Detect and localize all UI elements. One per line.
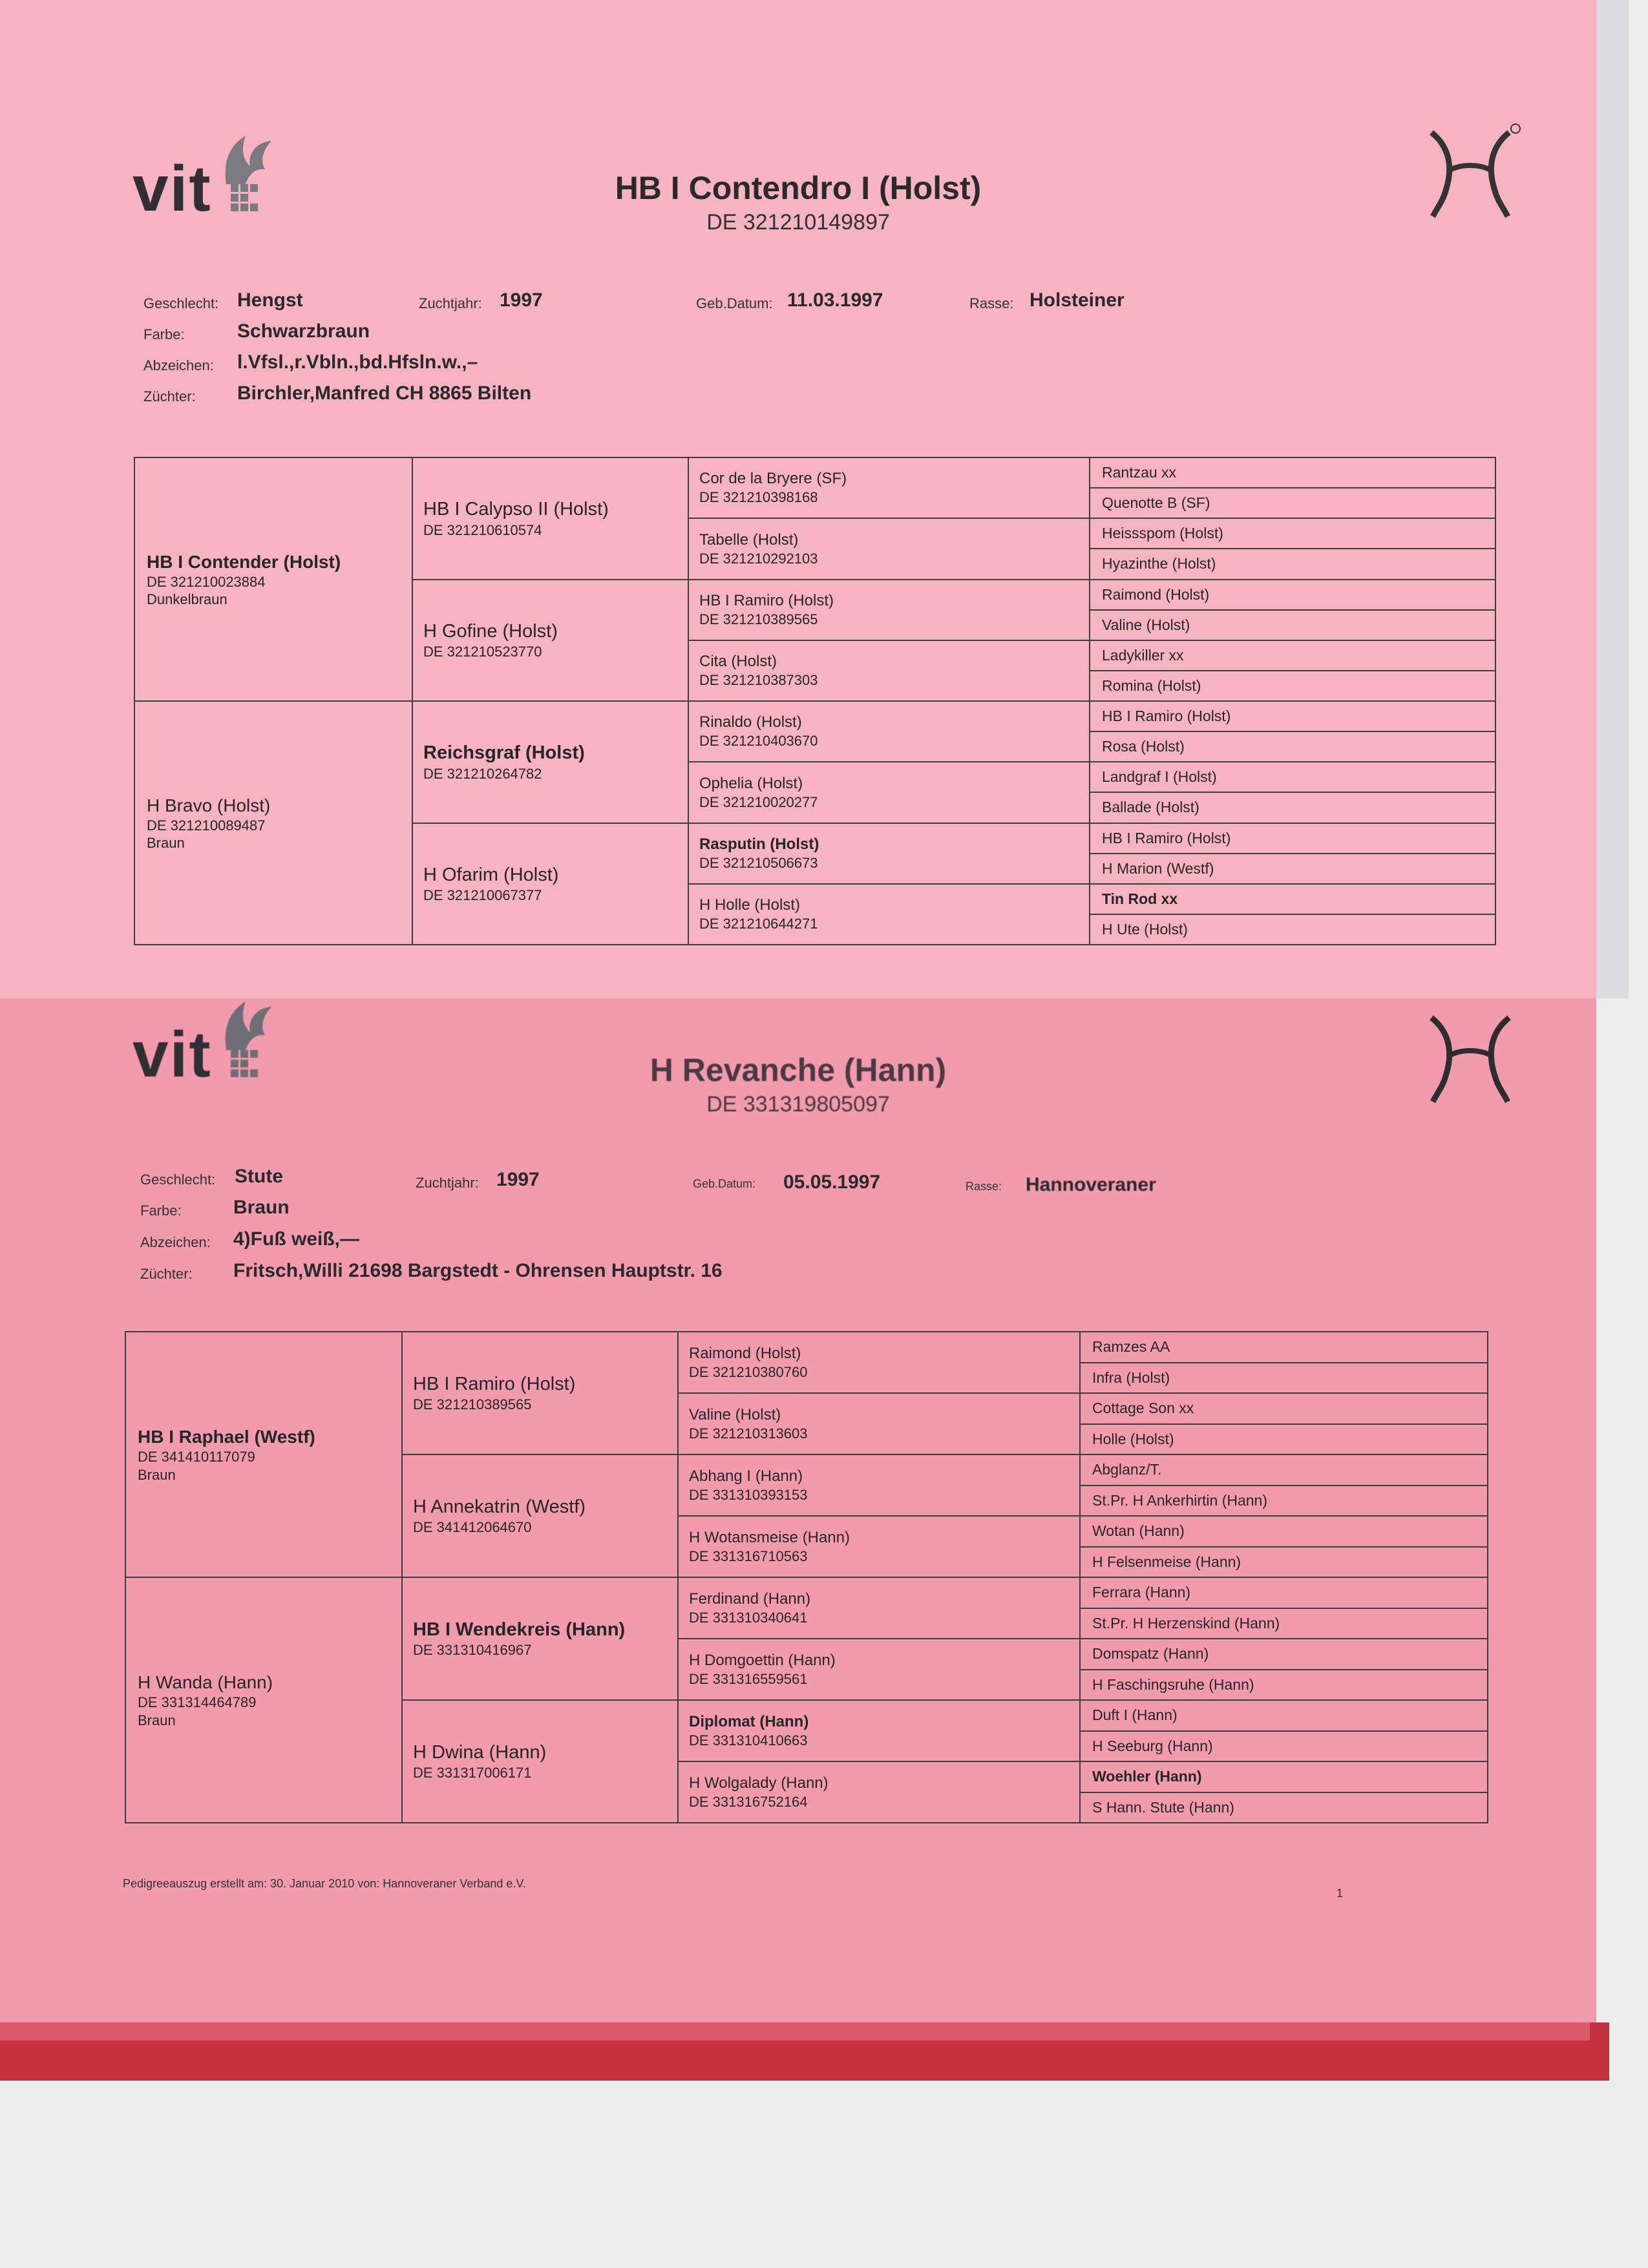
horse-name: Valine (Holst) (1102, 616, 1190, 633)
ancestor-cell (1079, 1669, 1488, 1701)
horse-id: DE 321210067377 (423, 887, 542, 904)
horse-name: Landgraf I (Holst) (1102, 768, 1217, 786)
footer-note: Pedigreeauszug erstellt am: 30. Januar 2010 von: Hannoveraner Verband e.V. (123, 1877, 526, 1890)
birth-date-label: Geb.Datum: (696, 295, 773, 311)
breeder-label: Züchter: (143, 388, 196, 404)
horse-id: DE 331319805097 (706, 1092, 890, 1117)
great-grandparent-cell (677, 1454, 1081, 1517)
vit-logo-text: vit (132, 152, 212, 225)
page-number: 1 (1336, 1887, 1344, 1900)
grandparent-cell (412, 700, 689, 824)
horse-name: H Wolgalady (Hann) (689, 1774, 829, 1792)
ancestor-cell (1079, 1761, 1488, 1793)
grandparent-cell (401, 1577, 679, 1701)
parent-cell (125, 1577, 403, 1823)
horse-name: Hyazinthe (Holst) (1102, 555, 1216, 572)
holstein-brand-icon (1419, 120, 1522, 223)
horse-name: Tabelle (Holst) (699, 530, 799, 549)
breed-value: Holsteiner (1030, 289, 1125, 311)
horse-name: Heissspom (Holst) (1102, 525, 1223, 542)
great-grandparent-cell (688, 640, 1090, 702)
horse-name: Wotan (Hann) (1092, 1522, 1185, 1540)
horse-name: H Wotansmeise (Hann) (689, 1528, 850, 1546)
ancestor-cell (1089, 700, 1496, 732)
parent-cell (125, 1331, 403, 1578)
horse-id: DE 321210506673 (699, 854, 818, 871)
gender-label: Geschlecht: (143, 295, 219, 311)
markings-value: 4)Fuß weiß,— (233, 1228, 359, 1250)
grandparent-cell (401, 1331, 679, 1455)
horse-name: H Gofine (Holst) (423, 620, 558, 642)
markings-label: Abzeichen: (140, 1234, 211, 1250)
horse-name: Ramzes AA (1092, 1338, 1170, 1356)
breeder-value: Fritsch,Willi 21698 Bargstedt - Ohrensen Hauptstr. 16 (233, 1260, 723, 1281)
horse-id: DE 321210380760 (689, 1363, 808, 1380)
horse-name: Abglanz/T. (1092, 1461, 1162, 1478)
gender-value: Hengst (237, 289, 303, 311)
horse-name: Rosa (Holst) (1102, 738, 1185, 755)
color-value: Braun (233, 1197, 290, 1218)
horse-name: Duft I (Hann) (1092, 1706, 1178, 1724)
horse-id: DE 321210264782 (423, 765, 542, 782)
horse-name: H Bravo (Holst) (147, 795, 271, 815)
horse-name: H Ute (Holst) (1102, 920, 1188, 938)
birth-year-value: 1997 (496, 1169, 540, 1190)
great-grandparent-cell (677, 1392, 1081, 1455)
horse-title: H Revanche (Hann) (650, 1052, 947, 1088)
ancestor-cell (1079, 1454, 1488, 1486)
breed-label: Rasse: (966, 1180, 1002, 1193)
ancestor-cell (1089, 548, 1496, 580)
horse-id: DE 331316559561 (689, 1670, 808, 1687)
horse-name: Raimond (Holst) (689, 1344, 801, 1362)
horse-name: HB I Ramiro (Holst) (1102, 708, 1231, 725)
horse-name: HB I Wendekreis (Hann) (413, 1619, 626, 1641)
birth-year-value: 1997 (500, 289, 543, 311)
horse-name: Ballade (Holst) (1102, 799, 1199, 816)
horse-name: Raimond (Holst) (1102, 585, 1210, 603)
horse-id: DE 331316710563 (689, 1548, 808, 1564)
horse-id: DE 331314464789 (138, 1694, 257, 1710)
ancestor-cell (1089, 823, 1496, 854)
horse-name: Reichsgraf (Holst) (423, 742, 585, 764)
horse-name: H Wanda (Hann) (138, 1672, 273, 1692)
ancestor-cell (1089, 640, 1496, 671)
horse-id: DE 321210610574 (423, 521, 542, 538)
ancestor-cell (1089, 792, 1496, 823)
ancestor-cell (1089, 670, 1496, 702)
horse-id: DE 331316752164 (689, 1793, 808, 1810)
horse-name: Holle (Holst) (1092, 1430, 1174, 1447)
horse-id: DE 331310410663 (689, 1732, 808, 1748)
great-grandparent-cell (677, 1699, 1081, 1762)
horse-id: DE 331317006171 (413, 1765, 532, 1781)
great-grandparent-cell (677, 1638, 1081, 1701)
horse-id: DE 321210313603 (689, 1425, 808, 1442)
horse-name: Ferdinand (Hann) (689, 1590, 811, 1608)
horse-name: Tin Rod xx (1102, 890, 1178, 907)
ancestor-cell (1079, 1730, 1488, 1763)
ancestor-cell (1089, 609, 1496, 641)
breeder-label: Züchter: (140, 1266, 193, 1282)
breeder-value: Birchler,Manfred CH 8865 Bilten (237, 383, 532, 404)
horse-name: Romina (Holst) (1102, 677, 1201, 694)
horse-name: H Domgoettin (Hann) (689, 1651, 836, 1669)
horse-id: DE 341412064670 (413, 1519, 532, 1536)
horse-name: Ophelia (Holst) (699, 774, 803, 792)
ancestor-cell (1089, 579, 1496, 611)
ancestor-cell (1079, 1362, 1488, 1394)
horse-name: HB I Ramiro (Holst) (699, 591, 834, 609)
ancestor-cell (1079, 1792, 1488, 1824)
gender-value: Stute (235, 1166, 283, 1187)
ancestor-cell (1089, 731, 1496, 762)
great-grandparent-cell (677, 1577, 1081, 1639)
horse-name: HB I Raphael (Westf) (138, 1427, 315, 1447)
ancestor-cell (1089, 487, 1496, 519)
great-grandparent-cell (688, 700, 1090, 762)
ancestor-cell (1079, 1515, 1488, 1548)
vit-logo-text: vit (132, 1018, 212, 1091)
birth-year-label: Zuchtjahr: (419, 295, 482, 311)
horse-name: Infra (Holst) (1092, 1369, 1170, 1386)
horse-id: DE 331310416967 (413, 1642, 532, 1659)
ancestor-cell (1079, 1546, 1488, 1579)
grandparent-cell (412, 579, 689, 702)
horse-id: DE 341410117079 (138, 1449, 255, 1465)
horse-id: DE 321210389565 (413, 1396, 532, 1413)
ancestor-cell (1089, 518, 1496, 549)
horse-name: Quenotte B (SF) (1102, 494, 1210, 512)
ancestor-cell (1079, 1699, 1488, 1732)
ancestor-cell (1079, 1577, 1488, 1609)
horse-title: HB I Contendro I (Holst) (615, 170, 982, 206)
horse-name: Domspatz (Hann) (1092, 1645, 1209, 1663)
ancestor-cell (1089, 761, 1496, 793)
great-grandparent-cell (688, 579, 1090, 641)
breed-value: Hannoveraner (1026, 1174, 1156, 1195)
color-label: Farbe: (140, 1202, 182, 1219)
horse-name: H Seeburg (Hann) (1092, 1737, 1213, 1754)
horse-id: DE 331310393153 (689, 1486, 808, 1503)
horse-id: DE 321210403670 (699, 733, 818, 750)
birth-year-label: Zuchtjahr: (416, 1175, 479, 1191)
horse-name: H Annekatrin (Westf) (413, 1496, 586, 1518)
ancestor-cell (1079, 1331, 1488, 1363)
ancestor-cell (1079, 1638, 1488, 1670)
horse-name: St.Pr. H Herzenskind (Hann) (1092, 1614, 1280, 1632)
ancestor-cell (1079, 1608, 1488, 1640)
horse-name: Cita (Holst) (699, 653, 777, 671)
pedigree-table (125, 1331, 1488, 1822)
gender-label: Geschlecht: (140, 1171, 216, 1188)
horse-name: Rinaldo (Holst) (699, 713, 802, 731)
grandparent-cell (412, 823, 689, 946)
horse-name: HB I Contender (Holst) (147, 551, 341, 572)
grandparent-cell (412, 457, 689, 580)
horse-name: Abhang I (Hann) (689, 1467, 803, 1485)
horse-id: DE 321210023884 (147, 573, 266, 590)
horse-name: Valine (Holst) (689, 1405, 781, 1423)
birth-date-value: 11.03.1997 (787, 289, 883, 311)
ancestor-cell (1089, 914, 1496, 945)
horse-name: Rantzau xx (1102, 464, 1177, 481)
horse-name: H Dwina (Hann) (413, 1742, 547, 1763)
horse-id: DE 321210149897 (706, 210, 890, 235)
birth-date-value: 05.05.1997 (783, 1171, 881, 1193)
horse-name: HB I Ramiro (Holst) (413, 1374, 576, 1395)
great-grandparent-cell (677, 1761, 1081, 1823)
horse-name: Woehler (Hann) (1092, 1768, 1202, 1785)
parent-cell (134, 457, 413, 702)
horse-color: Braun (138, 1712, 176, 1728)
great-grandparent-cell (677, 1331, 1081, 1394)
ancestor-cell (1089, 853, 1496, 885)
great-grandparent-cell (688, 518, 1090, 580)
horse-color: Braun (138, 1466, 176, 1483)
horse-name: HB I Calypso II (Holst) (423, 499, 609, 520)
horse-name: H Faschingsruhe (Hann) (1092, 1675, 1254, 1693)
folder-edge-inner (0, 2022, 1590, 2041)
horse-name: Ferrara (Hann) (1092, 1584, 1191, 1601)
horse-name: H Felsenmeise (Hann) (1092, 1553, 1241, 1570)
grandparent-cell (401, 1699, 679, 1823)
ancestor-cell (1079, 1485, 1488, 1517)
great-grandparent-cell (688, 883, 1090, 945)
pedigree-table (134, 457, 1496, 944)
grandparent-cell (401, 1454, 679, 1578)
ancestor-cell (1089, 457, 1496, 488)
horse-name: Cor de la Bryere (SF) (699, 470, 847, 488)
horse-name: S Hann. Stute (Hann) (1092, 1798, 1234, 1816)
markings-value: l.Vfsl.,r.Vbln.,bd.Hfsln.w.,– (237, 352, 478, 373)
great-grandparent-cell (688, 457, 1090, 519)
horse-id: DE 321210389565 (699, 611, 818, 627)
horse-id: DE 321210089487 (147, 817, 266, 834)
great-grandparent-cell (688, 761, 1090, 823)
plastic-sleeve-edge (1596, 0, 1629, 998)
horse-name: St.Pr. H Ankerhirtin (Hann) (1092, 1491, 1267, 1509)
horse-name: HB I Ramiro (Holst) (1102, 829, 1231, 846)
horse-id: DE 321210523770 (423, 644, 542, 660)
horse-name: Cottage Son xx (1092, 1400, 1194, 1417)
horse-id: DE 331310340641 (689, 1609, 808, 1626)
horse-name: H Ofarim (Holst) (423, 864, 559, 885)
horse-name: Ladykiller xx (1102, 646, 1184, 664)
horse-id: DE 321210387303 (699, 672, 818, 689)
horse-name: H Holle (Holst) (699, 896, 801, 914)
color-value: Schwarzbraun (237, 320, 370, 342)
markings-label: Abzeichen: (143, 357, 214, 373)
horse-id: DE 321210292103 (699, 550, 818, 567)
horse-color: Braun (147, 835, 185, 851)
great-grandparent-cell (677, 1515, 1081, 1578)
horse-color: Dunkelbraun (147, 591, 227, 607)
horse-name: Diplomat (Hann) (689, 1712, 809, 1730)
horse-id: DE 321210020277 (699, 793, 818, 810)
great-grandparent-cell (688, 823, 1090, 885)
parent-cell (134, 700, 413, 945)
horse-name: Rasputin (Holst) (699, 835, 819, 853)
ancestor-cell (1089, 883, 1496, 915)
color-label: Farbe: (143, 326, 185, 342)
horse-id: DE 321210398168 (699, 489, 818, 506)
ancestor-cell (1079, 1423, 1488, 1456)
horse-id: DE 321210644271 (699, 916, 818, 932)
breed-label: Rasse: (969, 295, 1014, 311)
ancestor-cell (1079, 1392, 1488, 1425)
horse-name: H Marion (Westf) (1102, 859, 1214, 877)
holstein-brand-icon (1419, 1005, 1522, 1108)
birth-date-label: Geb.Datum: (693, 1177, 756, 1190)
